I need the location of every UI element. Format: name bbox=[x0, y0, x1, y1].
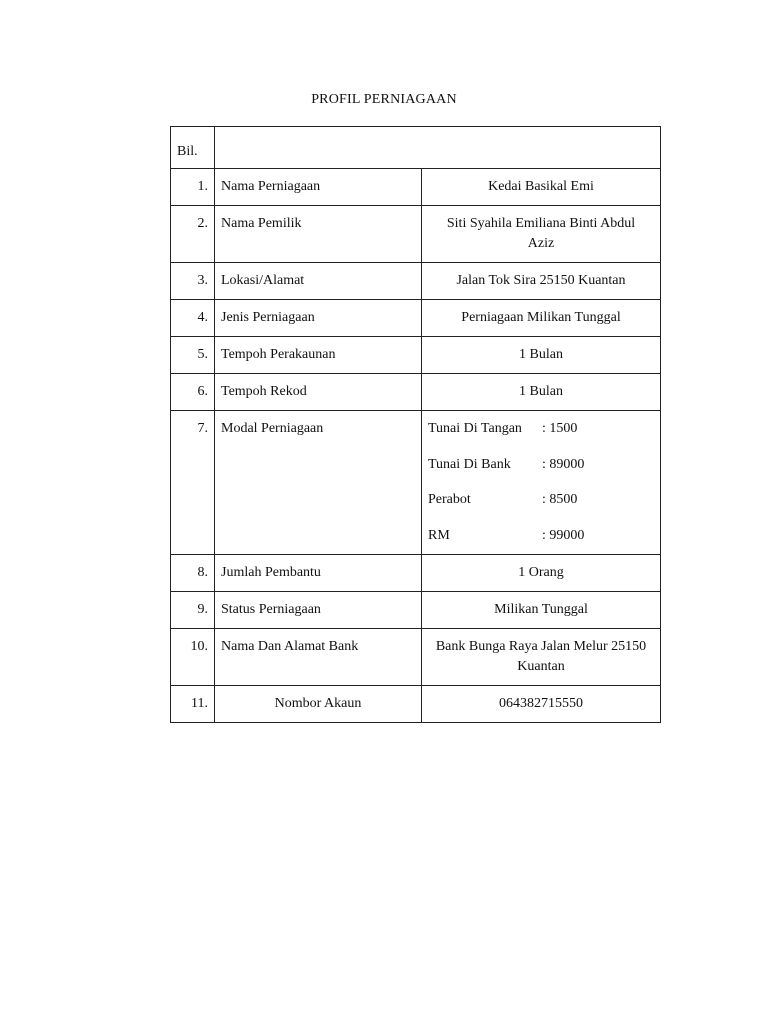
row-number: 1. bbox=[171, 169, 215, 206]
capital-item-name: Tunai Di Bank bbox=[428, 456, 511, 472]
row-number: 4. bbox=[171, 300, 215, 337]
row-number: 10. bbox=[171, 628, 215, 685]
row-number: 9. bbox=[171, 591, 215, 628]
capital-line bbox=[428, 455, 654, 491]
row-label: Tempoh Perakaunan bbox=[215, 337, 422, 374]
row-number: 8. bbox=[171, 554, 215, 591]
row-number: 5. bbox=[171, 337, 215, 374]
row-number: 11. bbox=[171, 685, 215, 722]
row-value: Perniagaan Milikan Tunggal bbox=[422, 300, 661, 337]
capital-item-amount: : 99000 bbox=[542, 527, 585, 543]
table-row bbox=[171, 374, 661, 411]
page-title: PROFIL PERNIAGAAN bbox=[311, 92, 457, 107]
row-label: Jumlah Pembantu bbox=[215, 554, 422, 591]
capital-item-amount: : 89000 bbox=[542, 456, 585, 472]
row-label: Lokasi/Alamat bbox=[215, 263, 422, 300]
capital-item-name: Tunai Di Tangan bbox=[428, 421, 522, 436]
row-number: 7. bbox=[171, 411, 215, 555]
table-row bbox=[171, 685, 661, 722]
capital-line bbox=[428, 419, 654, 455]
capital-item-name: RM bbox=[428, 527, 450, 543]
row-number: 6. bbox=[171, 374, 215, 411]
capital-line bbox=[428, 526, 654, 548]
row-label: Nama Pemilik bbox=[215, 206, 422, 263]
business-profile-table bbox=[170, 126, 661, 723]
row-value: 064382715550 bbox=[422, 685, 661, 722]
capital-item-amount: : 1500 bbox=[542, 421, 578, 436]
row-value: Kedai Basikal Emi bbox=[422, 169, 661, 206]
table-row bbox=[171, 591, 661, 628]
row-label: Tempoh Rekod bbox=[215, 374, 422, 411]
table-row bbox=[171, 554, 661, 591]
table-row bbox=[171, 628, 661, 685]
table-row bbox=[171, 337, 661, 374]
row-value: 1 Orang bbox=[422, 554, 661, 591]
row-value: Siti Syahila Emiliana Binti Abdul Aziz bbox=[422, 206, 661, 263]
row-value: 1 Bulan bbox=[422, 374, 661, 411]
row-number: 2. bbox=[171, 206, 215, 263]
row-label: Nama Dan Alamat Bank bbox=[215, 628, 422, 685]
table-header-row bbox=[171, 127, 661, 169]
bil-header: Bil. bbox=[171, 127, 215, 169]
row-value: Bank Bunga Raya Jalan Melur 25150 Kuantan bbox=[422, 628, 661, 685]
capital-item-amount: : 8500 bbox=[542, 492, 578, 507]
row-label: Modal Perniagaan bbox=[215, 411, 422, 555]
row-value: Milikan Tunggal bbox=[422, 591, 661, 628]
row-number: 3. bbox=[171, 263, 215, 300]
capital-item-name: Perabot bbox=[428, 492, 471, 507]
capital-line bbox=[428, 490, 654, 526]
row-label: Status Perniagaan bbox=[215, 591, 422, 628]
row-label: Jenis Perniagaan bbox=[215, 300, 422, 337]
capital-breakdown bbox=[422, 411, 661, 555]
row-label: Nama Perniagaan bbox=[215, 169, 422, 206]
blank-header-cell bbox=[215, 127, 661, 169]
table-row bbox=[171, 411, 661, 555]
row-label: Nombor Akaun bbox=[215, 685, 422, 722]
table-row bbox=[171, 263, 661, 300]
row-value: 1 Bulan bbox=[422, 337, 661, 374]
table-row bbox=[171, 300, 661, 337]
row-value: Jalan Tok Sira 25150 Kuantan bbox=[422, 263, 661, 300]
table-row bbox=[171, 169, 661, 206]
table-row bbox=[171, 206, 661, 263]
